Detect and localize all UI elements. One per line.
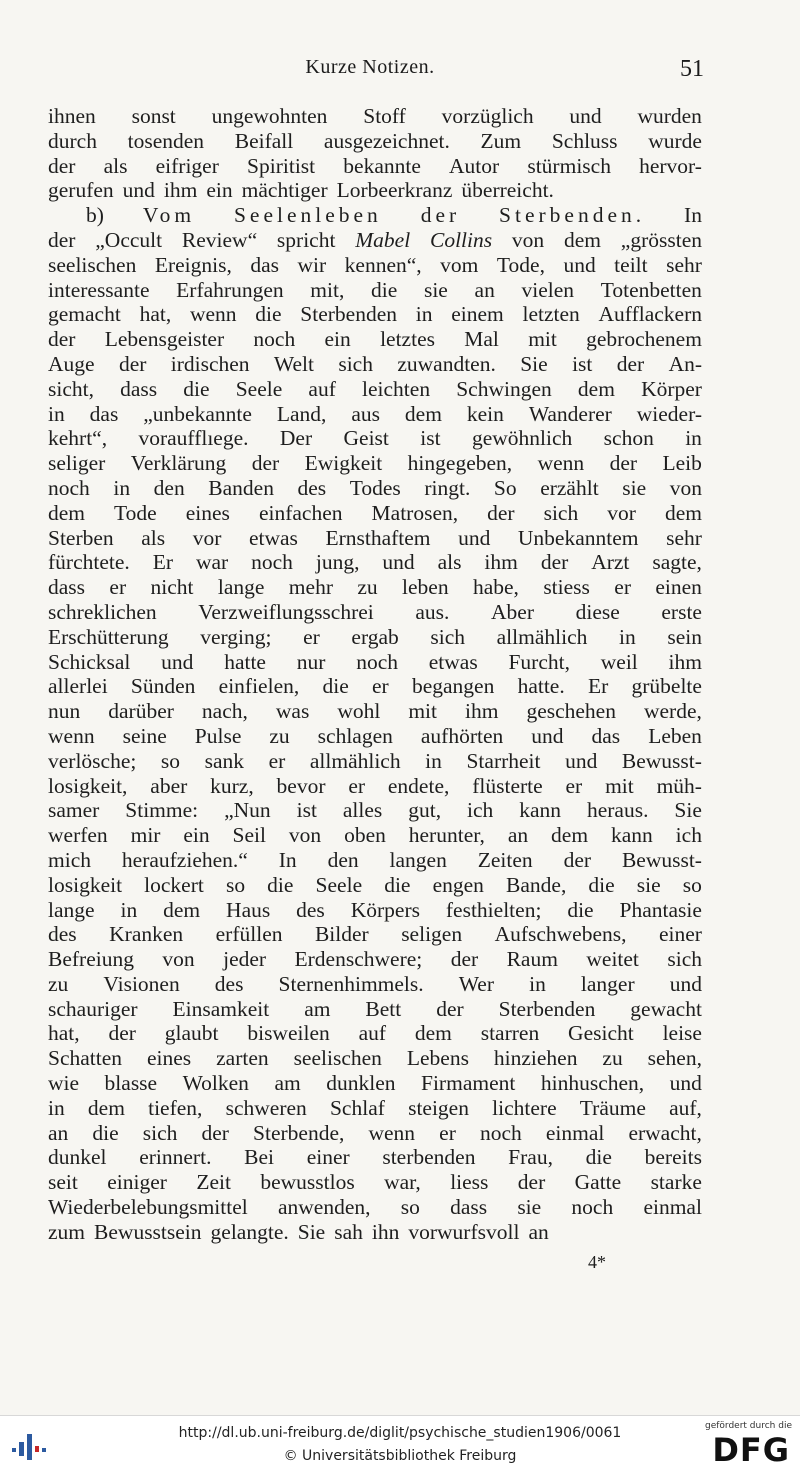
text-line: interessante Erfahrungen mit, die sie an vielen Totenbetten (48, 277, 702, 302)
text-line: Auge der irdischen Welt sich zuwandten. Sie ist der An- (48, 351, 702, 376)
text-line: hat, der glaubt bisweilen auf dem starren Gesicht leise (48, 1021, 702, 1046)
text-line: kehrt“, voraufflıege. Der Geist ist gewöhnlich schon in (48, 426, 702, 451)
text-line: seelischen Ereignis, das wir kennen“, vom Tode, und teilt sehr (48, 252, 702, 277)
text-line: noch in den Banden des Todes ringt. So erzählt sie von (48, 475, 702, 500)
text-line: in das „unbekannte Land, aus dem kein Wanderer wieder- (48, 401, 702, 426)
text-line: samer Stimme: „Nun ist alles gut, ich kann heraus. Sie (48, 798, 702, 823)
text-line: verlösche; so sank er allmählich in Starrheit und Bewusst- (48, 748, 702, 773)
text-line: allerlei Sünden einfielen, die er begangen hatte. Er grübelte (48, 674, 702, 699)
text-line: Wiederbelebungsmittel anwenden, so dass sie noch einmal (48, 1195, 702, 1220)
text-line: Erschütterung verging; er ergab sich allmählich in sein (48, 624, 702, 649)
text-line: Schicksal und hatte nur noch etwas Furcht, weil ihm (48, 649, 702, 674)
text-line: der als eifriger Spiritist bekannte Autor stürmisch hervor- (48, 153, 702, 178)
text-line: zum Bewusstsein gelangte. Sie sah ihn vorwurfsvoll an (48, 1219, 549, 1244)
text-line: zu Visionen des Sternenhimmels. Wer in langer und (48, 971, 702, 996)
text-line: dass er nicht lange mehr zu leben habe, stiess er einen (48, 575, 702, 600)
running-title: Kurze Notizen. (305, 56, 435, 78)
text-line: wie blasse Wolken am dunklen Firmament hinhuschen, und (48, 1071, 702, 1096)
copyright-notice: © Universitätsbibliothek Freiburg (283, 1448, 517, 1464)
text-line: wenn seine Pulse zu schlagen aufhörten und das Leben (48, 723, 702, 748)
text-line: der „Occult Review“ spricht Mabel Collins von dem „grössten (48, 227, 702, 252)
text-line: losigkeit lockert so die Seele die engen Bande, die sie so (48, 872, 702, 897)
signature-mark: 4* (588, 1252, 606, 1272)
text-line: Sterben als vor etwas Ernsthaftem und Unbekanntem sehr (48, 525, 702, 550)
text-line: losigkeit, aber kurz, bevor er endete, flüsterte er mit müh- (48, 773, 702, 798)
text-line: b) Vom Seelenleben der Sterbenden. In (86, 203, 702, 228)
text-line: schreklichen Verzweiflungsschrei aus. Aber diese erste (48, 599, 702, 624)
text-line: gerufen und ihm ein mächtiger Lorbeerkranz überreicht. (48, 178, 554, 203)
text-line: werfen mir ein Seil von oben herunter, an dem kann ich (48, 823, 702, 848)
text-line: Befreiung von jeder Erdenschwere; der Raum weitet sich (48, 947, 702, 972)
running-head (0, 56, 800, 86)
text-line: seit einiger Zeit bewusstlos war, liess der Gatte starke (48, 1170, 702, 1195)
text-line: des Kranken erfüllen Bilder seligen Aufschwebens, einer (48, 922, 702, 947)
text-line: mich heraufziehen.“ In den langen Zeiten der Bewusst- (48, 847, 702, 872)
text-line: nun darüber nach, was wohl mit ihm geschehen werde, (48, 699, 702, 724)
text-line: dunkel erinnert. Bei einer sterbenden Frau, die bereits (48, 1145, 702, 1170)
text-line: schauriger Einsamkeit am Bett der Sterbenden gewacht (48, 996, 702, 1021)
text-line: fürchtete. Er war noch jung, und als ihm der Arzt sagte, (48, 550, 702, 575)
page-number: 51 (680, 56, 704, 82)
text-line: dem Tode eines einfachen Matrosen, der sich vor dem (48, 500, 702, 525)
text-line: durch tosenden Beifall ausgezeichnet. Zum Schluss wurde (48, 128, 702, 153)
text-line: an die sich der Sterbende, wenn er noch einmal erwacht, (48, 1120, 702, 1145)
text-line: seliger Verklärung der Ewigkeit hingegeben, wenn der Leib (48, 451, 702, 476)
text-line: der Lebensgeister noch ein letztes Mal mit gebrochenem (48, 327, 702, 352)
body-text (48, 104, 702, 1245)
text-line: Schatten eines zarten seelischen Lebens hinziehen zu sehen, (48, 1046, 702, 1071)
text-line: ihnen sonst ungewohnten Stoff vorzüglich und wurden (48, 104, 702, 128)
text-line: sicht, dass die Seele auf leichten Schwingen dem Körper (48, 376, 702, 401)
footer (0, 1415, 800, 1473)
source-url-link[interactable]: http://dl.ub.uni-freiburg.de/diglit/psychische_studien1906/0061 (178, 1425, 622, 1441)
dfg-logo: DFG (712, 1431, 790, 1469)
text-line: in dem tiefen, schweren Schlaf steigen lichtere Träume auf, (48, 1095, 702, 1120)
dfg-caption: gefördert durch die (705, 1421, 792, 1431)
text-line: gemacht hat, wenn die Sterbenden in einem letzten Aufflackern (48, 302, 702, 327)
text-line: lange in dem Haus des Körpers festhielten; die Phantasie (48, 897, 702, 922)
